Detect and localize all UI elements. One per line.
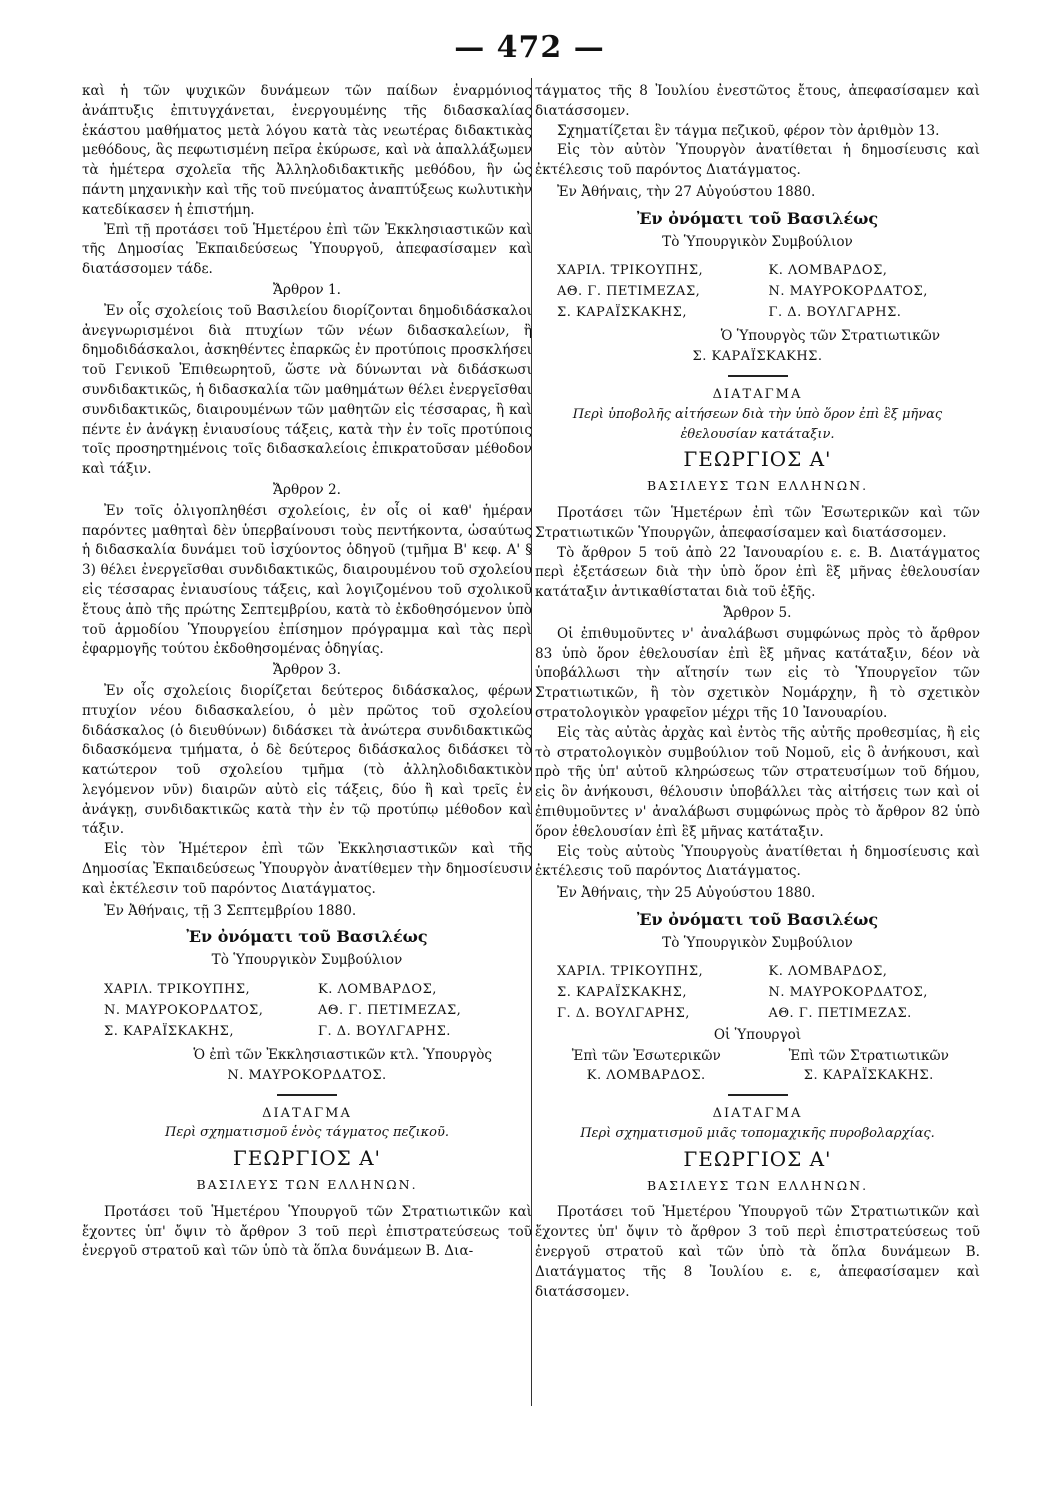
signature: Γ. Δ. ΒΟΥΛΓΑΡΗΣ, bbox=[557, 1006, 690, 1022]
decree-text: Τὸ ἄρθρον 5 τοῦ ἀπὸ 22 Ἰανουαρίου ε. ε. Β. Διατάγματος περὶ ἐξετάσεων διὰ τὴν ὑπὸ ὅρον ἐπὶ ἓξ μῆνας ἐθελουσίαν κατάταξιν ἀντικαθίσταται διὰ τοῦ ἑξῆς. bbox=[535, 544, 980, 601]
council-heading: Τὸ Ὑπουργικὸν Συμβούλιον bbox=[662, 934, 853, 951]
signature: ΧΑΡΙΛ. ΤΡΙΚΟΥΠΗΣ, bbox=[557, 964, 704, 980]
signature-block bbox=[535, 961, 980, 1024]
king-title: ΒΑΣΙΛΕΥΣ ΤΩΝ ΕΛΛΗΝΩΝ. bbox=[196, 1177, 418, 1193]
article-1-text: Ἐν οἷς σχολείοις τοῦ Βασιλείου διορίζονται δημοδιδάσκαλοι ἀνεγνωρισμένοι διὰ πτυχίων τῶν νέων διδασκαλείων, ἢ δημοδιδάσκαλοι, ἀσκηθέντες ἐπαρκῶς ἐν προτύποις προσκλήσει τοῦ Γενικοῦ Ἐπιθεωρητοῦ, ὥστε νὰ δύνωνται νὰ διδάσκωσι συνδιδακτικῶς, ἡ διδασκαλία τῶν μαθημάτων θέλει ἐνεργεῖσθαι συνδιδακτικῶς, διαιρουμένων τῶν μαθητῶν εἰς τέσσαρας, ἢ καὶ πέντε ἐν ἀνάγκῃ ἐνιαυσίους τάξεις, κατὰ τὴν ἐν τοῖς προτύποις τοῖς προσηρτημένοις τοῖς διδασκαλείοις ἐπικρατοῦσαν μέθοδον καὶ τάξιν. bbox=[82, 302, 532, 478]
article-3-title: Ἄρθρον 3. bbox=[273, 662, 341, 679]
signature: Κ. ΛΟΜΒΑΡΔΟΣ, bbox=[318, 982, 437, 998]
article-1-title: Ἄρθρον 1. bbox=[273, 281, 341, 298]
king-name: ΓΕΩΡΓΙΟΣ Α' bbox=[683, 447, 832, 472]
signature: Κ. ΛΟΜΒΑΡΔΟΣ, bbox=[768, 263, 888, 279]
signature: Κ. ΛΟΜΒΑΡΔΟΣ, bbox=[768, 964, 888, 980]
article-2-title: Ἄρθρον 2. bbox=[273, 481, 341, 498]
decree-date: Ἐν Ἀθήναις, τὴν 25 Αὐγούστου 1880. bbox=[557, 885, 816, 902]
ministers-heading: Οἱ Ὑπουργοὶ bbox=[713, 1027, 802, 1044]
signature: Ν. ΜΑΥΡΟΚΟΡΔΑΤΟΣ, bbox=[768, 284, 928, 300]
minister-name: Ν. ΜΑΥΡΟΚΟΡΔΑΤΟΣ. bbox=[227, 1067, 387, 1083]
signature: ΧΑΡΙΛ. ΤΡΙΚΟΥΠΗΣ, bbox=[557, 263, 704, 279]
signature: Γ. Δ. ΒΟΥΛΓΑΡΗΣ. bbox=[768, 305, 902, 321]
decree-subject: Περὶ ὑποβολῆς αἰτήσεων διὰ τὴν ὑπὸ ὅρον ἐπὶ ἓξ μῆνας ἐθελουσίαν κατάταξιν. bbox=[572, 406, 943, 442]
decree-heading: ΔΙΑΤΑΓΜΑ bbox=[712, 386, 803, 402]
name-of-king: Ἐν ὀνόματι τοῦ Βασιλέως bbox=[636, 909, 879, 929]
right-column bbox=[535, 82, 980, 1302]
minister-title: Ἐπὶ τῶν Ἐσωτερικῶν bbox=[571, 1048, 721, 1065]
article-5-text: Οἱ ἐπιθυμοῦντες ν' ἀναλάβωσι συμφώνως πρὸς τὸ ἄρθρον 83 ὑπὸ ὅρον ἐθελουσίαν ἐπὶ ἓξ μῆνας κατάταξιν, δέον νὰ ὑποβάλλωσι τὴν αἴτησίν των εἰς τὸ Ὑπουργεῖον τῶν Στρατιωτικῶν, ἢ τὸν σχετικὸν Νομάρχην, ἢ τὸ σχετικὸν στρατολογικὸν γραφεῖον μέχρι τῆς 10 Ἰανουαρίου. bbox=[535, 625, 980, 721]
minister-name: Σ. ΚΑΡΑΪΣΚΑΚΗΣ. bbox=[692, 349, 823, 365]
king-name: ΓΕΩΡΓΙΟΣ Α' bbox=[683, 1146, 832, 1171]
left-column bbox=[82, 82, 532, 1262]
decree-paragraph: Σχηματίζεται ἓν τάγμα πεζικοῦ, φέρον τὸν ἀριθμὸν 13. bbox=[557, 122, 940, 139]
decree-paragraph: Εἰς τὸν αὐτὸν Ὑπουργὸν ἀνατίθεται ἡ δημοσίευσις καὶ ἐκτέλεσις τοῦ παρόντος Διατάγματος. bbox=[535, 142, 980, 179]
proposal-paragraph: Ἐπὶ τῇ προτάσει τοῦ Ἡμετέρου ἐπὶ τῶν Ἐκκλησιαστικῶν καὶ τῆς Δημοσίας Ἐκπαιδεύσεως Ὑπουργοῦ, ἀπεφασίσαμεν καὶ διατάσσομεν τάδε. bbox=[82, 221, 532, 278]
minister-title: Ὁ ἐπὶ τῶν Ἐκκλησιαστικῶν κτλ. Ὑπουργὸς bbox=[193, 1047, 492, 1064]
council-heading: Τὸ Ὑπουργικὸν Συμβούλιον bbox=[662, 233, 853, 250]
decree-subject: Περὶ σχηματισμοῦ μιᾶς τοπομαχικῆς πυροβολαρχίας. bbox=[580, 1126, 935, 1142]
article-3-text: Ἐν οἷς σχολείοις διορίζεται δεύτερος διδάσκαλος, φέρων πτυχίον νέου διδασκαλείου, ὁ μὲν πρῶτος τοῦ σχολείου διδάσκαλος (ὁ διευθύνων) διδάσκει τὰ ἀνώτερα συνδιδακτικῶς διδασκόμενα τμήματα, ὁ δὲ δεύτερος διδάσκαλος διδάσκει τὸ κατώτερον τοῦ σχολείου τμῆμα (τὸ ἀλληλοδιδακτικὸν λεγόμενον νῦν) διαιρῶν αὐτὸ εἰς τάξεις, δύο ἢ καὶ τρεῖς ἐν ἀνάγκῃ, συνδιδακτικῶς κατὰ τὴν ἐν τῷ προτύπῳ μέθοδον καὶ τάξιν. bbox=[82, 682, 532, 838]
decree-date: Ἐν Ἀθήναις, τὴν 27 Αὐγούστου 1880. bbox=[557, 183, 816, 200]
signature: ΧΑΡΙΛ. ΤΡΙΚΟΥΠΗΣ, bbox=[104, 982, 251, 998]
signature: Σ. ΚΑΡΑΪΣΚΑΚΗΣ, bbox=[104, 1024, 234, 1040]
continued-paragraph: τάγματος τῆς 8 Ἰουλίου ἐνεστῶτος ἔτους, ἀπεφασίσαμεν καὶ διατάσσομεν. bbox=[535, 83, 980, 119]
king-name: ΓΕΩΡΓΙΟΣ Α' bbox=[232, 1146, 382, 1171]
signature-block bbox=[535, 260, 980, 323]
article-2-text: Ἐν τοῖς ὀλιγοπληθέσι σχολείοις, ἐν οἷς οἱ καθ' ἡμέραν παρόντες μαθηταὶ δὲν ὑπερβαίνουσι τοὺς πεντήκοντα, ὡσαύτως ἡ διδασκαλία δυνάμει τοῦ ἰσχύοντος ὁδηγοῦ (τμῆμα Β' κεφ. Α' § 3) θέλει ἐνεργεῖσθαι συνδιδακτικῶς, διαιρουμένου τοῦ σχολείου εἰς τέσσαρας ἐνιαυσίους τάξεις, καὶ λογιζομένου τοῦ σχολικοῦ ἔτους ἀπὸ τῆς πρώτης Σεπτεμβρίου, κατὰ τὸ ἐκδοθησόμενον ὑπὸ τοῦ ἁρμοδίου Ὑπουργείου ἐπίσημον πρόγραμμα καὶ τὰς περὶ ἐφαρμογῆς τούτου ἐκδοθησομένας ὁδηγίας. bbox=[82, 502, 532, 658]
signature: ΑΘ. Γ. ΠΕΤΙΜΕΖΑΣ, bbox=[318, 1003, 462, 1019]
decree-text: Προτάσει τοῦ Ἡμετέρου Ὑπουργοῦ τῶν Στρατιωτικῶν καὶ ἔχοντες ὑπ' ὄψιν τὸ ἄρθρον 3 τοῦ περὶ ἐπιστρατεύσεως τοῦ ἐνεργοῦ στρατοῦ καὶ τῶν ὑπὸ τὰ ὅπλα δυνάμεων Β. Διατάγματος τῆς 8 Ἰουλίου ε. ε, ἀπεφασίσαμεν καὶ διατάσσομεν. bbox=[535, 1204, 980, 1300]
signature: Ν. ΜΑΥΡΟΚΟΡΔΑΤΟΣ, bbox=[768, 985, 928, 1001]
decree-text: Προτάσει τῶν Ἡμετέρων ἐπὶ τῶν Ἐσωτερικῶν καὶ τῶν Στρατιωτικῶν Ὑπουργῶν, ἀπεφασίσαμεν καὶ διατάσσομεν. bbox=[535, 504, 980, 541]
minister-name: Κ. ΛΟΜΒΑΡΔΟΣ. bbox=[586, 1068, 706, 1084]
minister-name: Σ. ΚΑΡΑΪΣΚΑΚΗΣ. bbox=[803, 1068, 934, 1084]
name-of-king: Ἐν ὀνόματι τοῦ Βασιλέως bbox=[186, 927, 428, 947]
separator-rule bbox=[728, 1094, 788, 1096]
king-title: ΒΑΣΙΛΕΥΣ ΤΩΝ ΕΛΛΗΝΩΝ. bbox=[646, 478, 869, 494]
ministers-block bbox=[535, 1046, 980, 1086]
decree-subject: Περὶ σχηματισμοῦ ἑνὸς τάγματος πεζικοῦ. bbox=[165, 1125, 449, 1141]
decree-date: Ἐν Ἀθήναις, τῇ 3 Σεπτεμβρίου 1880. bbox=[104, 902, 357, 919]
signature: ΑΘ. Γ. ΠΕΤΙΜΕΖΑΣ. bbox=[768, 1006, 912, 1022]
execution-paragraph: Εἰς τοὺς αὐτοὺς Ὑπουργοὺς ἀνατίθεται ἡ δημοσίευσις καὶ ἐκτέλεσις τοῦ παρόντος Διατάγματος. bbox=[535, 843, 980, 880]
signature-block bbox=[82, 979, 532, 1042]
decree-heading: ΔΙΑΤΑΓΜΑ bbox=[262, 1105, 352, 1121]
decree-text: Προτάσει τοῦ Ἡμετέρου Ὑπουργοῦ τῶν Στρατιωτικῶν καὶ ἔχοντες ὑπ' ὄψιν τὸ ἄρθρον 3 τοῦ περὶ ἐπιστρατεύσεως τοῦ ἐνεργοῦ στρατοῦ καὶ τῶν ὑπὸ τὰ ὅπλα δυνάμεων Β. Δια- bbox=[82, 1203, 532, 1260]
separator-rule bbox=[277, 1094, 337, 1096]
execution-paragraph: Εἰς τὸν Ἡμέτερον ἐπὶ τῶν Ἐκκλησιαστικῶν καὶ τῆς Δημοσίας Ἐκπαιδεύσεως Ὑπουργὸν ἀνατίθεμεν τὴν δημοσίευσιν καὶ ἐκτέλεσιν τοῦ παρόντος Διατάγματος. bbox=[82, 841, 532, 897]
signature: Σ. ΚΑΡΑΪΣΚΑΚΗΣ, bbox=[557, 305, 687, 321]
signature: Σ. ΚΑΡΑΪΣΚΑΚΗΣ, bbox=[557, 985, 687, 1001]
article-5-text: Εἰς τὰς αὐτὰς ἀρχὰς καὶ ἐντὸς τῆς αὐτῆς προθεσμίας, ἢ εἰς τὸ στρατολογικὸν συμβούλιον τοῦ Νομοῦ, εἰς ὃ ἀνήκουσι, καὶ πρὸ τῆς ὑπ' αὐτοῦ κληρώσεως τῶν στρατευσίμων τοῦ δήμου, εἰς ὃν ἀνήκουσι, θέλουσιν ὑποβάλλει τὰς αἰτήσεις των καὶ οἱ ἐπιθυμοῦντες ν' ἀναλάβωσι συμφώνως πρὸς τὸ ἄρθρον 82 ὑπὸ ὅρον ἐθελουσίαν ἐπὶ ἓξ μῆνας κατάταξιν. bbox=[535, 724, 980, 840]
page-number: — 472 — bbox=[454, 30, 605, 65]
name-of-king: Ἐν ὀνόματι τοῦ Βασιλέως bbox=[636, 208, 879, 228]
signature: Ν. ΜΑΥΡΟΚΟΡΔΑΤΟΣ, bbox=[104, 1003, 264, 1019]
council-heading: Τὸ Ὑπουργικὸν Συμβούλιον bbox=[211, 952, 403, 969]
king-title: ΒΑΣΙΛΕΥΣ ΤΩΝ ΕΛΛΗΝΩΝ. bbox=[646, 1177, 869, 1193]
decree-heading: ΔΙΑΤΑΓΜΑ bbox=[712, 1106, 803, 1122]
signature: ΑΘ. Γ. ΠΕΤΙΜΕΖΑΣ, bbox=[557, 284, 701, 300]
minister-title: Ὁ Ὑπουργὸς τῶν Στρατιωτικῶν bbox=[720, 328, 940, 345]
article-5-title: Ἄρθρον 5. bbox=[723, 604, 792, 621]
separator-rule bbox=[728, 375, 788, 377]
minister-title: Ἐπὶ τῶν Στρατιωτικῶν bbox=[788, 1048, 949, 1065]
intro-paragraph: καὶ ἡ τῶν ψυχικῶν δυνάμεων τῶν παίδων ἐναρμόνιος ἀνάπτυξις ἐπιτυγχάνεται, ἐνεργουμένης τῆς διδασκαλίας ἑκάστου μαθήματος μετὰ λόγου κατὰ τὰς νεωτέρας διδακτικὰς μεθόδους, ἃς πεφωτισμένη πεῖρα ἐκύρωσε, καὶ νὰ ἀπαλλάξωμεν τὰ ἡμέτερα σχολεῖα τῆς Ἀλληλοδιδακτικῆς μεθόδου, ἣν ὡς πάντη μηχανικὴν καὶ τῆς τοῦ πνεύματος ἀναπτύξεως κωλυτικὴν κατεδίκασεν ἡ ἐπιστήμη. bbox=[82, 83, 532, 218]
signature: Γ. Δ. ΒΟΥΛΓΑΡΗΣ. bbox=[318, 1024, 451, 1040]
